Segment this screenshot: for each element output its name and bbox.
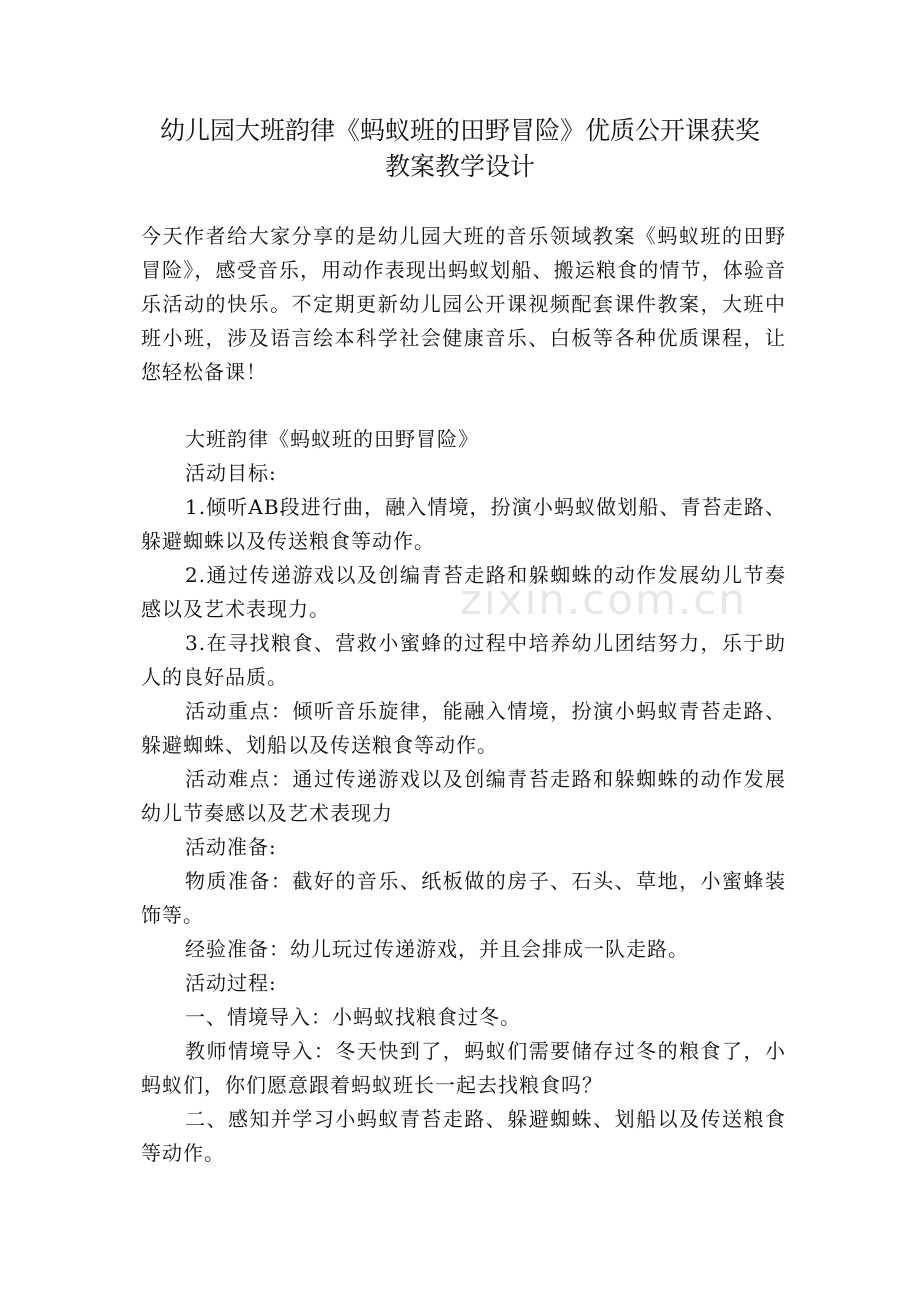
- goal-item-2: 2.通过传递游戏以及创编青苔走路和躲蜘蛛的动作发展幼儿节奏感以及艺术表现力。: [141, 563, 786, 621]
- difficulties-paragraph: 活动难点：通过传递游戏以及创编青苔走路和躲蜘蛛的动作发展幼儿节奏感以及艺术表现力: [141, 767, 786, 825]
- goals-label: 活动目标:: [185, 461, 277, 485]
- document-title-line-2: 教案教学设计: [384, 152, 535, 181]
- preparation-label: 活动准备:: [185, 835, 277, 859]
- section-heading: 大班韵律《蚂蚁班的田野冒险》: [185, 427, 479, 451]
- teacher-intro-paragraph: 教师情境导入：冬天快到了，蚂蚁们需要储存过冬的粮食了，小蚂蚁们，你们愿意跟着蚂蚁班长一起去找粮食吗？: [141, 1039, 786, 1097]
- goal-item-1: 1.倾听AB段进行曲，融入情境，扮演小蚂蚁做划船、青苔走路、躲避蜘蛛以及传送粮食等动作。: [141, 495, 786, 553]
- goal-item-3: 3.在寻找粮食、营救小蜜蜂的过程中培养幼儿团结努力，乐于助人的良好品质。: [141, 631, 786, 689]
- watermark: zixin.com.cn: [460, 575, 747, 624]
- document-title-line-1: 幼儿园大班韵律《蚂蚁班的田野冒险》优质公开课获奖: [159, 116, 760, 145]
- material-preparation: 物质准备：截好的音乐、纸板做的房子、石头、草地，小蜜蜂装饰等。: [141, 869, 786, 927]
- experience-preparation: 经验准备：幼儿玩过传递游戏，并且会排成一队走路。: [185, 937, 689, 961]
- process-step-2: 二、感知并学习小蚂蚁青苔走路、躲避蜘蛛、划船以及传送粮食等动作。: [141, 1107, 786, 1165]
- process-step-1: 一、情境导入：小蚂蚁找粮食过冬。: [185, 1005, 521, 1029]
- key-points-paragraph: 活动重点：倾听音乐旋律，能融入情境，扮演小蚂蚁青苔走路、躲避蜘蛛、划船以及传送粮食等动作。: [141, 699, 786, 757]
- intro-paragraph: 今天作者给大家分享的是幼儿园大班的音乐领域教案《蚂蚁班的田野冒险》，感受音乐，用动作表现出蚂蚁划船、搬运粮食的情节，体验音乐活动的快乐。不定期更新幼儿园公开课视频配套课件教案，大班中班小班，涉及语言绘本科学社会健康音乐、白板等各种优质课程，让您轻松备课！: [141, 224, 786, 384]
- process-label: 活动过程:: [185, 971, 277, 995]
